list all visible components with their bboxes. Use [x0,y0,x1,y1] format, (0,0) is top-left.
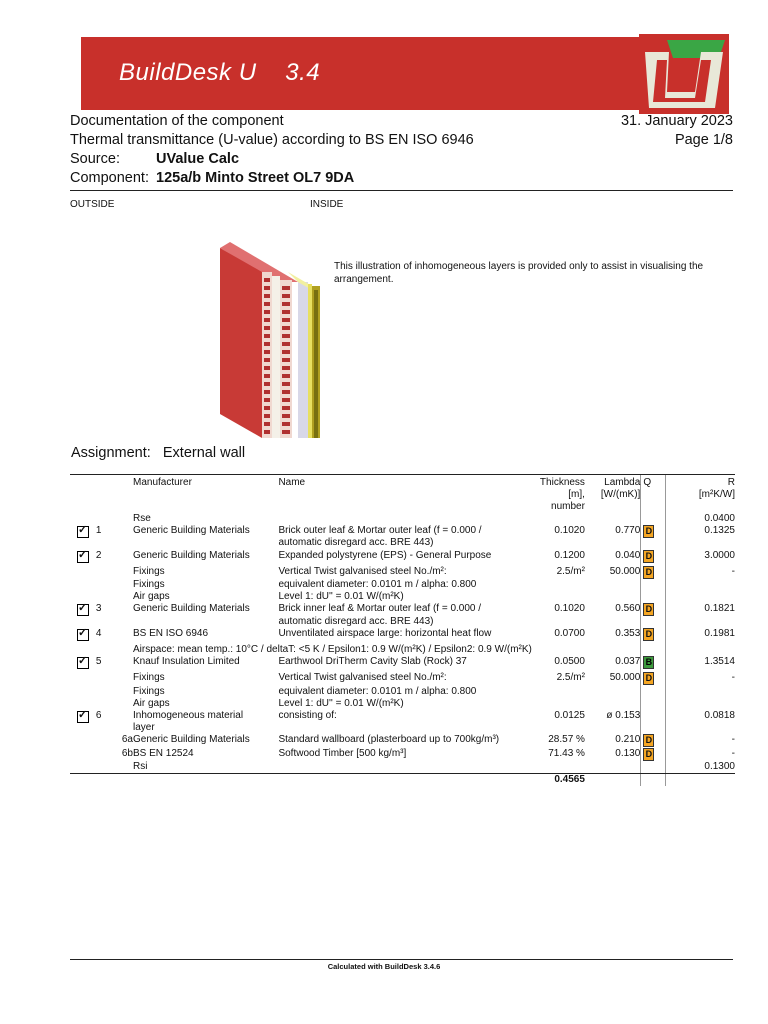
table-row: ✓ 4 BS EN ISO 6946 Unventilated airspace large: horizontal heat flow 0.0700 0.353 D 0.1981 [70,628,735,644]
layer-5-checkbox[interactable] [77,657,89,669]
quality-badge: D [643,550,654,563]
layer-3-checkbox[interactable] [77,604,89,616]
wall-illustration [220,242,330,438]
table-row: ✓ 6 Inhomogeneous material layer consisting of: 0.0125 ø 0.153 0.0818 [70,710,735,734]
table-subrow: Fixings equivalent diameter: 0.0101 m / alpha: 0.800 [70,686,735,698]
source-label: Source: [70,151,120,167]
table-row: ✓ 5 Knauf Insulation Limited Earthwool DriTherm Cavity Slab (Rock) 37 0.0500 0.037 B 1.3514 [70,656,735,672]
col-r: R [m²K/W] [666,475,735,514]
table-row: ✓ 1 Generic Building Materials Brick outer leaf & Mortar outer leaf (f = 0.000 / automatic disregard acc. BRE 443) 0.1020 0.770 D 0.1325 [70,525,735,549]
table-subrow: Air gaps Level 1: dU'' = 0.01 W/(m²K) [70,698,735,710]
layer-6-checkbox[interactable] [77,711,89,723]
table-row-rsi: Rsi 0.1300 [70,761,735,774]
table-row: ✓ 3 Generic Building Materials Brick inner leaf & Mortar outer leaf (f = 0.000 / automatic disregard acc. BRE 443) 0.1020 0.560 D 0.1821 [70,603,735,627]
quality-badge: D [643,603,654,616]
total-thickness: 0.4565 [554,774,585,786]
quality-badge: D [643,525,654,538]
footer-text: Calculated with BuildDesk 3.4.6 [327,962,441,971]
table-total-row [70,774,735,787]
app-title: BuildDesk U 3.4 [119,59,321,86]
source-value: UValue Calc [156,151,240,167]
layers-table [70,474,735,786]
quality-badge: D [643,748,654,761]
quality-badge: D [643,566,654,579]
builddesk-logo-icon [639,34,729,114]
outside-label: OUTSIDE [70,199,115,210]
table-subrow: Fixings Vertical Twist galvanised steel No./m²: 2.5/m² 50.000 D - [70,566,735,579]
assignment-value: External wall [162,445,246,461]
table-row: ✓ 2 Generic Building Materials Expanded polystyrene (EPS) - General Purpose 0.1200 0.040 D 3.0000 [70,550,735,566]
footer-divider [70,959,733,960]
doc-subtitle: Thermal transmittance (U-value) according to BS EN ISO 6946 [70,132,474,148]
quality-badge: D [643,734,654,747]
quality-badge: D [643,628,654,641]
col-manufacturer: Manufacturer [133,475,278,514]
table-subrow: Fixings equivalent diameter: 0.0101 m / alpha: 0.800 [70,579,735,591]
col-name: Name [278,475,535,514]
quality-badge: D [643,672,654,685]
layer-1-checkbox[interactable] [77,526,89,538]
page-number: Page 1/8 [674,132,733,148]
doc-date: 31. January 2023 [620,113,733,129]
table-header [70,475,735,514]
table-subrow: 6b BS EN 12524 Softwood Timber [500 kg/m³] 71.43 % 0.130 D - [70,748,735,761]
inside-label: INSIDE [310,199,344,210]
assignment-label: Assignment: [71,445,151,461]
illustration-note: This illustration of inhomogeneous layers is provided only to assist in visualising the arrangement. [334,261,704,285]
component-label: Component: [70,170,149,186]
header-divider [70,190,733,191]
header-banner [81,37,727,110]
table-subrow: Fixings Vertical Twist galvanised steel No./m²: 2.5/m² 50.000 D - [70,672,735,685]
doc-title: Documentation of the component [70,113,284,129]
col-lambda: Lambda [W/(mK)] [585,475,641,514]
layer-4-checkbox[interactable] [77,629,89,641]
layer-2-checkbox[interactable] [77,551,89,563]
table-row-rse: Rse 0.0400 [132,513,735,524]
quality-badge: B [643,656,654,669]
component-value: 125a/b Minto Street OL7 9DA [156,170,355,186]
col-thickness: Thickness [m], number [535,475,585,514]
col-q: Q [641,475,666,514]
table-subrow: 6a Generic Building Materials Standard wallboard (plasterboard up to 700kg/m³) 28.57 % 0.210 D - [70,734,735,747]
table-subrow [70,644,735,656]
table-subrow: Air gaps Level 1: dU'' = 0.01 W/(m²K) [70,591,735,603]
assignment [71,445,245,461]
airspace-note: Airspace: mean temp.: 10°C / deltaT: <5 K / Epsilon1: 0.9 W/(m²K) / Epsilon2: 0.9 W/(m²K) [132,644,532,656]
